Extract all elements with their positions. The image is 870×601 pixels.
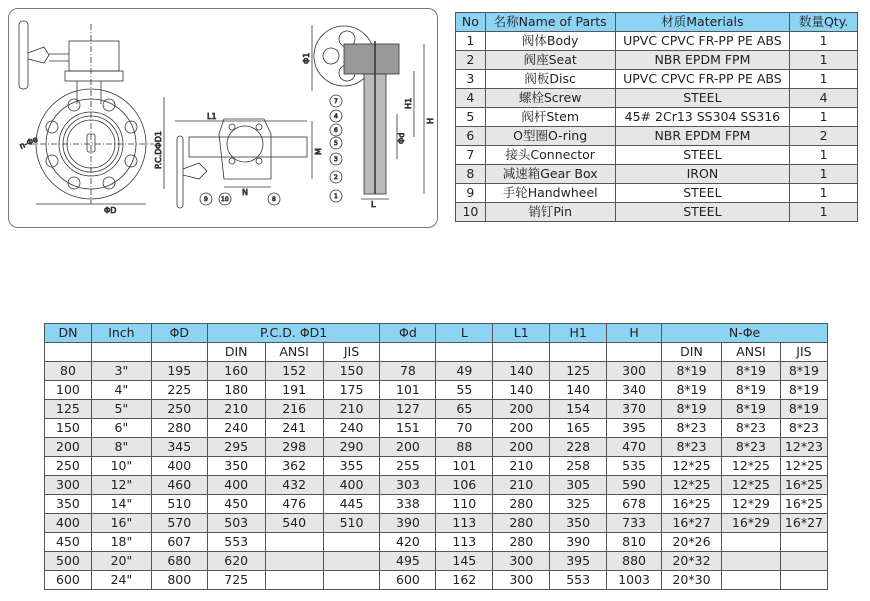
parts-cell: 1 [790, 70, 858, 89]
dims-cell: 12" [91, 476, 151, 495]
dims-cell: 4" [91, 381, 151, 400]
dims-cell: 350 [45, 495, 92, 514]
dims-cell: 255 [380, 457, 436, 476]
dims-cell: 12*25 [662, 476, 722, 495]
parts-cell: 1 [790, 108, 858, 127]
dims-cell: 298 [265, 438, 323, 457]
dims-cell: 200 [45, 438, 92, 457]
dims-cell: 16*25 [662, 495, 722, 514]
dims-cell: 400 [323, 476, 380, 495]
dims-cell: 8*19 [780, 362, 827, 381]
dims-cell: 12*25 [721, 476, 780, 495]
dims-cell: 3" [91, 362, 151, 381]
parts-cell: 6 [456, 127, 486, 146]
dims-cell: 16*27 [780, 514, 827, 533]
dims-cell [323, 571, 380, 590]
dims-row [45, 533, 828, 552]
dims-cell: 14" [91, 495, 151, 514]
dims-cell [265, 533, 323, 552]
dims-cell: 432 [265, 476, 323, 495]
dims-cell: 16*29 [721, 514, 780, 533]
front-view [19, 21, 164, 204]
dims-cell: 210 [493, 476, 550, 495]
callout-4: 4 [334, 113, 338, 120]
dims-cell: 8*23 [721, 438, 780, 457]
callout-8: 8 [272, 196, 276, 203]
dims-cell: 140 [493, 362, 550, 381]
dims-cell: 570 [151, 514, 207, 533]
dims-cell: 295 [207, 438, 265, 457]
dims-cell: 300 [493, 552, 550, 571]
dims-cell: 78 [380, 362, 436, 381]
dims-cell: 20" [91, 552, 151, 571]
parts-cell: 阀体Body [485, 32, 615, 51]
dims-cell [780, 571, 827, 590]
parts-cell: 1 [790, 146, 858, 165]
dims-cell: 88 [436, 438, 493, 457]
dims-cell [721, 571, 780, 590]
parts-row [456, 146, 858, 165]
dims-cell: 600 [45, 571, 92, 590]
dims-cell: 395 [550, 552, 607, 571]
dims-cell: 20*26 [662, 533, 722, 552]
parts-cell: 5 [456, 108, 486, 127]
parts-cell: 1 [790, 184, 858, 203]
parts-cell: 减速箱Gear Box [485, 165, 615, 184]
dims-cell: 65 [436, 400, 493, 419]
dims-cell: 450 [207, 495, 265, 514]
dims-cell: 8*19 [662, 381, 722, 400]
dims-cell: 154 [550, 400, 607, 419]
dims-subheader-cell [493, 343, 550, 362]
dims-cell: 241 [265, 419, 323, 438]
dims-subheader-cell [607, 343, 662, 362]
dims-cell: 280 [493, 533, 550, 552]
dims-cell [721, 533, 780, 552]
dims-cell: 16" [91, 514, 151, 533]
dims-cell: 49 [436, 362, 493, 381]
parts-cell: 阀板Disc [485, 70, 615, 89]
dims-header-cell: P.C.D. ΦD1 [207, 324, 380, 343]
dims-row [45, 381, 828, 400]
dims-cell: 191 [265, 381, 323, 400]
callout-6: 6 [334, 127, 338, 134]
dims-cell: 290 [323, 438, 380, 457]
dims-header-cell: H [607, 324, 662, 343]
dims-row [45, 476, 828, 495]
dims-cell: 400 [207, 476, 265, 495]
dims-subheader-cell [436, 343, 493, 362]
parts-cell: 2 [456, 51, 486, 70]
dims-subheader-cell: ANSI [721, 343, 780, 362]
dims-cell: 362 [265, 457, 323, 476]
dims-cell: 8*19 [721, 400, 780, 419]
dims-cell: 152 [265, 362, 323, 381]
dims-header-cell: ΦD [151, 324, 207, 343]
dims-cell: 162 [436, 571, 493, 590]
dims-cell: 250 [151, 400, 207, 419]
dim-label-H1: H1 [404, 97, 413, 109]
dims-cell: 18" [91, 533, 151, 552]
dims-header-cell: N-Φe [662, 324, 828, 343]
dims-cell: 110 [436, 495, 493, 514]
dims-cell: 1003 [607, 571, 662, 590]
dims-cell: 355 [323, 457, 380, 476]
parts-cell: UPVC CPVC FR-PP PE ABS [615, 32, 790, 51]
dims-cell: 240 [323, 419, 380, 438]
parts-cell: 1 [456, 32, 486, 51]
parts-cell: 2 [790, 127, 858, 146]
dims-cell: 228 [550, 438, 607, 457]
dims-cell: 510 [151, 495, 207, 514]
parts-cell: 4 [456, 89, 486, 108]
dims-row [45, 419, 828, 438]
dims-cell: 340 [607, 381, 662, 400]
dim-label-M: M [314, 148, 323, 155]
dims-cell [721, 552, 780, 571]
dims-row [45, 552, 828, 571]
dims-cell: 125 [550, 362, 607, 381]
dims-cell: 10" [91, 457, 151, 476]
dims-cell: 590 [607, 476, 662, 495]
parts-row [456, 108, 858, 127]
parts-row [456, 127, 858, 146]
dim-label-phiD: ΦD [104, 206, 117, 215]
dims-cell: 101 [436, 457, 493, 476]
dims-cell: 305 [550, 476, 607, 495]
dims-cell [323, 533, 380, 552]
dims-cell: 535 [607, 457, 662, 476]
dims-cell: 345 [151, 438, 207, 457]
dims-cell [265, 552, 323, 571]
dims-cell: 280 [151, 419, 207, 438]
parts-cell: 接头Connector [485, 146, 615, 165]
parts-cell: NBR EPDM FPM [615, 127, 790, 146]
dims-cell: 216 [265, 400, 323, 419]
dims-cell: 16*25 [780, 476, 827, 495]
callout-7: 7 [334, 98, 338, 105]
dims-cell: 400 [45, 514, 92, 533]
dim-label-phi1: Φ1 [302, 52, 311, 64]
dims-row [45, 438, 828, 457]
dims-cell: 725 [207, 571, 265, 590]
parts-cell: UPVC CPVC FR-PP PE ABS [615, 70, 790, 89]
dims-cell: 12*23 [780, 438, 827, 457]
parts-cell: STEEL [615, 89, 790, 108]
parts-cell: STEEL [615, 184, 790, 203]
parts-cell: IRON [615, 165, 790, 184]
parts-header-cell: No [456, 13, 486, 32]
parts-cell: 7 [456, 146, 486, 165]
dim-label-L1: L1 [207, 112, 217, 121]
dims-cell: 325 [550, 495, 607, 514]
callout-1: 1 [334, 193, 338, 200]
parts-cell: 3 [456, 70, 486, 89]
dims-subheader-cell: JIS [323, 343, 380, 362]
parts-cell: 阀座Seat [485, 51, 615, 70]
dims-cell: 8*19 [721, 381, 780, 400]
dims-cell: 678 [607, 495, 662, 514]
dims-cell: 250 [45, 457, 92, 476]
dims-cell: 113 [436, 514, 493, 533]
parts-header-cell: 材质Materials [615, 13, 790, 32]
dims-cell: 80 [45, 362, 92, 381]
dims-cell: 350 [207, 457, 265, 476]
dimensions-table [44, 323, 828, 590]
dims-cell: 200 [493, 419, 550, 438]
dims-cell: 175 [323, 381, 380, 400]
dims-cell: 8*19 [662, 362, 722, 381]
dims-cell: 280 [493, 514, 550, 533]
parts-cell: 螺栓Screw [485, 89, 615, 108]
dims-cell: 55 [436, 381, 493, 400]
dims-row [45, 400, 828, 419]
dims-cell [265, 571, 323, 590]
dims-cell [780, 552, 827, 571]
parts-table [455, 12, 858, 222]
callout-3: 3 [334, 156, 338, 163]
dims-cell: 8*23 [721, 419, 780, 438]
dims-cell: 8*23 [780, 419, 827, 438]
dims-cell: 300 [493, 571, 550, 590]
dims-cell: 113 [436, 533, 493, 552]
dims-cell: 733 [607, 514, 662, 533]
dims-cell: 210 [323, 400, 380, 419]
dims-cell: 20*32 [662, 552, 722, 571]
dims-cell: 8*23 [662, 419, 722, 438]
dims-subheader-cell [380, 343, 436, 362]
dims-cell: 445 [323, 495, 380, 514]
dims-row [45, 362, 828, 381]
dims-cell: 280 [493, 495, 550, 514]
dims-cell: 810 [607, 533, 662, 552]
dims-cell: 338 [380, 495, 436, 514]
parts-row [456, 89, 858, 108]
dims-cell: 395 [607, 419, 662, 438]
dims-cell: 470 [607, 438, 662, 457]
dims-cell: 24" [91, 571, 151, 590]
dims-cell: 210 [493, 457, 550, 476]
dims-cell: 20*30 [662, 571, 722, 590]
parts-cell: NBR EPDM FPM [615, 51, 790, 70]
dims-cell: 800 [151, 571, 207, 590]
dims-cell: 127 [380, 400, 436, 419]
dims-cell: 150 [323, 362, 380, 381]
dims-cell: 500 [45, 552, 92, 571]
dims-subheader-cell: DIN [207, 343, 265, 362]
dims-subheader-cell [550, 343, 607, 362]
parts-row [456, 165, 858, 184]
dims-subheader-row [45, 343, 828, 362]
dims-cell: 370 [607, 400, 662, 419]
dims-cell: 70 [436, 419, 493, 438]
dims-cell: 8*19 [721, 362, 780, 381]
callout-9: 9 [204, 196, 208, 203]
dims-cell: 195 [151, 362, 207, 381]
parts-cell: 1 [790, 32, 858, 51]
parts-row [456, 51, 858, 70]
dims-cell: 510 [323, 514, 380, 533]
parts-cell: 阀杆Stem [485, 108, 615, 127]
dims-cell: 303 [380, 476, 436, 495]
dims-cell: 540 [265, 514, 323, 533]
parts-cell: 销钉Pin [485, 203, 615, 222]
parts-cell: STEEL [615, 203, 790, 222]
dims-cell: 200 [380, 438, 436, 457]
callout-5: 5 [334, 140, 338, 147]
dims-subheader-cell [45, 343, 92, 362]
callout-10: 10 [221, 196, 229, 203]
parts-cell: 9 [456, 184, 486, 203]
dims-cell: 5" [91, 400, 151, 419]
dims-subheader-cell: DIN [662, 343, 722, 362]
dims-cell: 106 [436, 476, 493, 495]
dims-subheader-cell: JIS [780, 343, 827, 362]
dims-cell: 258 [550, 457, 607, 476]
dim-label-pcd: P.C.DΦD1 [154, 131, 163, 169]
dims-cell: 607 [151, 533, 207, 552]
dims-cell: 300 [45, 476, 92, 495]
dims-cell: 495 [380, 552, 436, 571]
dims-cell: 240 [207, 419, 265, 438]
dims-cell: 12*25 [780, 457, 827, 476]
dims-cell: 160 [207, 362, 265, 381]
dims-cell: 680 [151, 552, 207, 571]
dims-cell: 553 [207, 533, 265, 552]
dims-cell: 390 [550, 533, 607, 552]
dims-cell: 8*19 [662, 400, 722, 419]
dims-cell: 420 [380, 533, 436, 552]
dim-label-L: L [371, 200, 376, 209]
dims-header-cell: Φd [380, 324, 436, 343]
dims-header-cell: DN [45, 324, 92, 343]
dims-row [45, 571, 828, 590]
parts-cell: 45# 2Cr13 SS304 SS316 [615, 108, 790, 127]
dims-cell: 503 [207, 514, 265, 533]
parts-row [456, 184, 858, 203]
dims-cell: 6" [91, 419, 151, 438]
parts-header-row [456, 13, 858, 32]
dims-subheader-cell [91, 343, 151, 362]
dims-cell: 225 [151, 381, 207, 400]
dims-cell: 125 [45, 400, 92, 419]
dims-cell: 16*27 [662, 514, 722, 533]
dims-row [45, 514, 828, 533]
side-section-view [312, 25, 424, 199]
dims-cell: 390 [380, 514, 436, 533]
parts-cell: O型圈O-ring [485, 127, 615, 146]
dims-cell: 100 [45, 381, 92, 400]
dims-cell: 101 [380, 381, 436, 400]
dims-cell: 210 [207, 400, 265, 419]
parts-cell: 8 [456, 165, 486, 184]
dims-cell: 8*19 [780, 381, 827, 400]
dims-cell: 8*23 [662, 438, 722, 457]
dims-cell [780, 533, 827, 552]
dims-header-cell: L1 [493, 324, 550, 343]
dims-cell: 140 [550, 381, 607, 400]
parts-header-cell: 数量Qty. [790, 13, 858, 32]
dims-cell: 12*25 [721, 457, 780, 476]
dims-cell: 200 [493, 400, 550, 419]
parts-cell: 4 [790, 89, 858, 108]
dims-cell: 600 [380, 571, 436, 590]
dims-cell: 460 [151, 476, 207, 495]
parts-cell: 1 [790, 165, 858, 184]
dims-subheader-cell: ANSI [265, 343, 323, 362]
callout-2: 2 [334, 174, 338, 181]
dim-label-phid: Φd [397, 132, 406, 144]
valve-technical-drawing [8, 8, 438, 228]
dims-header-row [45, 324, 828, 343]
dims-header-cell: Inch [91, 324, 151, 343]
parts-cell: 1 [790, 51, 858, 70]
parts-row [456, 203, 858, 222]
dims-cell: 476 [265, 495, 323, 514]
dims-cell: 880 [607, 552, 662, 571]
dims-row [45, 495, 828, 514]
dims-cell: 151 [380, 419, 436, 438]
parts-cell: STEEL [615, 146, 790, 165]
dims-cell: 180 [207, 381, 265, 400]
dims-cell: 165 [550, 419, 607, 438]
dims-cell: 553 [550, 571, 607, 590]
dims-cell: 16*25 [780, 495, 827, 514]
parts-cell: 1 [790, 203, 858, 222]
dims-cell: 400 [151, 457, 207, 476]
dims-cell: 12*25 [662, 457, 722, 476]
dims-cell: 140 [493, 381, 550, 400]
dims-cell: 145 [436, 552, 493, 571]
dims-cell: 350 [550, 514, 607, 533]
dims-header-cell: H1 [550, 324, 607, 343]
dim-label-ne: n-Φe [18, 134, 40, 151]
dim-label-H: H [426, 117, 435, 124]
dims-cell: 12*29 [721, 495, 780, 514]
dims-cell: 450 [45, 533, 92, 552]
parts-header-cell: 名称Name of Parts [485, 13, 615, 32]
dims-cell: 620 [207, 552, 265, 571]
dims-cell: 8*19 [780, 400, 827, 419]
parts-cell: 10 [456, 203, 486, 222]
dims-cell: 300 [607, 362, 662, 381]
parts-row [456, 70, 858, 89]
dim-label-N: N [242, 188, 248, 197]
dims-cell: 150 [45, 419, 92, 438]
dims-subheader-cell [151, 343, 207, 362]
parts-row [456, 32, 858, 51]
dims-cell [323, 552, 380, 571]
dims-header-cell: L [436, 324, 493, 343]
dims-cell: 8" [91, 438, 151, 457]
parts-cell: 手轮Handwheel [485, 184, 615, 203]
dims-row [45, 457, 828, 476]
dims-cell: 200 [493, 438, 550, 457]
